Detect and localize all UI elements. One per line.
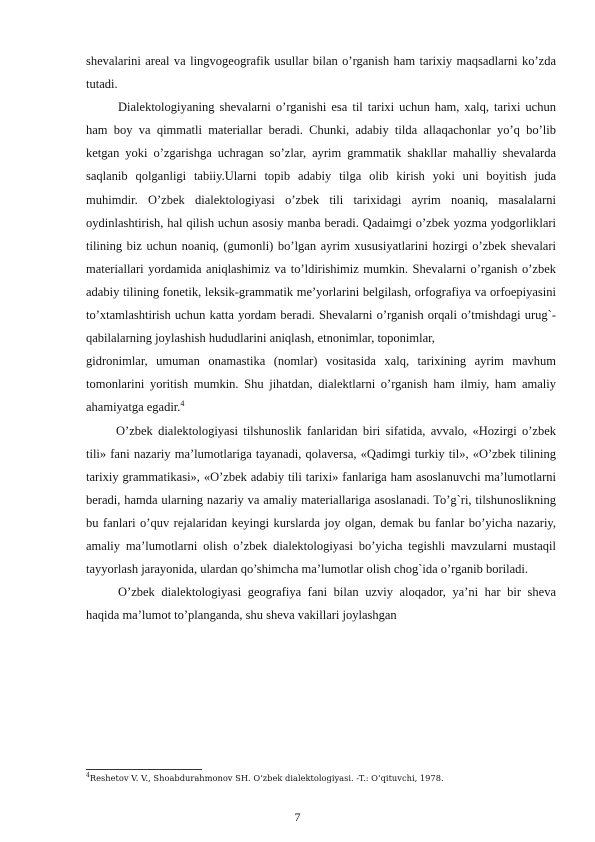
footnote-text: Reshetov V. V., Shoabdurahmonov SH. O‘zbek dialektologiyasi. -T.: O‘qituvchi, 1978. [89,773,444,783]
paragraph-5: O’zbek dialektologiyasi geografiya fani bilan uzviy aloqador, ya’ni har bir sheva haqida ma’lumot to’planganda, shu sheva vakillari joylashgan [86,585,556,623]
paragraph-1: shevalarini areal va lingvogeografik usullar bilan o’rganish ham tarixiy maqsadlarni ko’zda tutadi. [86,54,556,92]
paragraph-2: Dialektologiyaning shevalarni o’rganishi esa til tarixi uchun ham, xalq, tarixi uchun ham boy va qimmatli materiallar beradi. Chunki, adabiy tilda allaqachonlar yo’q bo’lib ketgan yoki o’zgarishga uchragan so’zlar, ayrim grammatik shakllar mahalliy shevalarda saqlanib qolganligi tabiiy.Ularni topib adabiy tilga olib kirish yoki uni boyitish juda muhimdir. O’zbek dialektologiyasi o’zbek tili tarixidagi ayrim noaniq, masalalarni oydinlashtirish, hal qilish uchun asosiy manba beradi. Qadaimgi o’zbek yozma yodgorliklari tilining biz uchun noaniq, (gumonli) bo’lgan ayrim xususiyatlarini hozirgi o’zbek shevalari materiallari yordamida aniqlashimiz va to’ldirishimiz mumkin. Shevalarni o’rganish o’zbek adabiy tilining fonetik, leksik-grammatik me’yorlarini belgilash, orfografiya va orfoepiyasini to’xtamlashtirish uchun katta yordam beradi. Shevalarni o’rganish orqali o’tmishdagi urug`- qabilalarning joylashish hududlarini aniqlash, etnonimlar, toponimlar, [86,100,556,346]
footnote-number: 4 [86,772,90,780]
footnote-divider [86,769,202,770]
paragraph-4: O’zbek dialektologiyasi tilshunoslik fanlaridan biri sifatida, avvalo, «Hozirgi o’zbek tili» fani nazariy ma’lumotlariga tayanadi, qolaversa, «Qadimgi turkiy til», «O’zbek tilining tarixiy grammatikasi», «O’zbek adabiy tili tarixi» fanlariga ham asoslanuvchi ma’lumotlarni beradi, hamda ularning nazariy va amaliy materiallariga asoslanadi. To’g`ri, tilshunoslikning bu fanlari o’quv rejalaridan keyingi kurslarda joy olgan, demak bu fanlar bo’yicha nazariy, amaliy ma’lumotlarni olish o’zbek dialektologiyasi bo’yicha tegishli mavzularni mustaqil tayyorlash jarayonida, ulardan qo’shimcha ma’lumotlar olish chog`ida o’rganib boriladi. [86,423,556,577]
paragraph-3 [86,350,556,419]
footnote [86,773,556,784]
paragraph-3-text: gidronimlar, umuman onamastika (nomlar) vositasida xalq, tarixining ayrim mavhum tomonlarini yoritish mumkin. Shu jihatdan, dialektlarni o’rganish ham ilmiy, ham amaliy ahamiyatga egadir. [86,354,556,415]
body-text [86,50,556,627]
footnote-reference[interactable]: 4 [180,399,185,409]
page-number: 7 [294,810,301,824]
